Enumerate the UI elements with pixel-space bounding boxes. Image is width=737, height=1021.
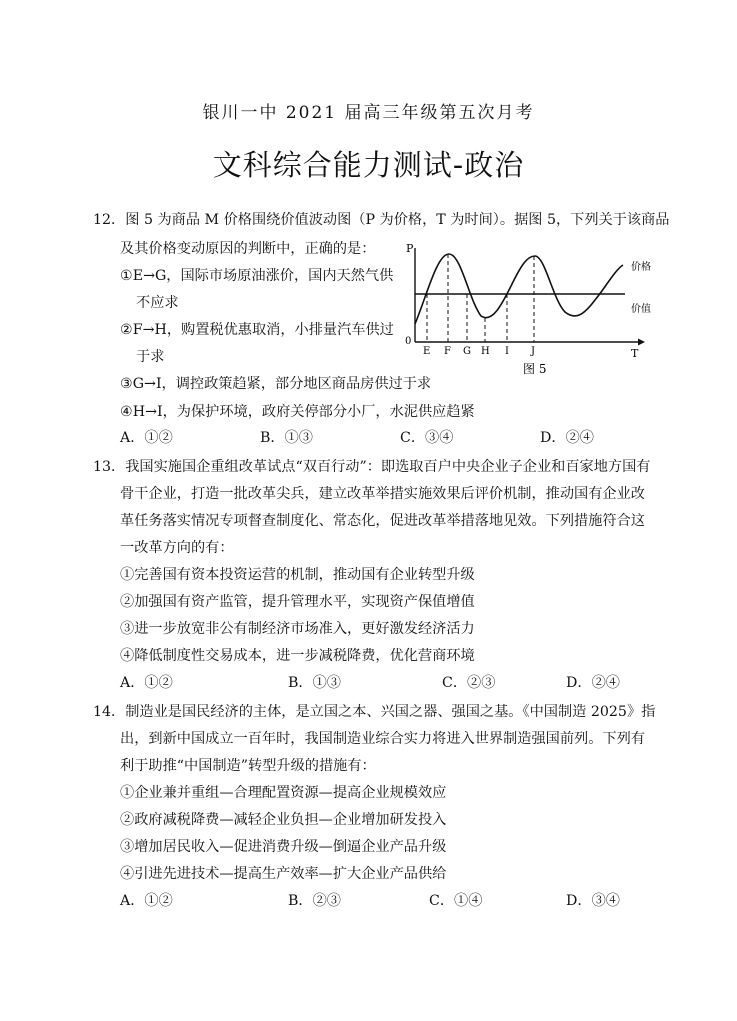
figure-caption: 图 5 <box>523 362 547 376</box>
q12-option-2: ②F→H，购置税优惠取消，小排量汽车供过 <box>120 322 394 338</box>
q14-option-2: ②政府减税降费—减轻企业负担—企业增加研发投入 <box>120 812 447 828</box>
choice-d[interactable]: D．②④ <box>566 675 620 691</box>
q12-option-2-cont: 于求 <box>136 349 165 365</box>
tick-guides <box>427 254 534 342</box>
choice-a[interactable]: A．①② <box>120 675 173 691</box>
value-label: 价值 <box>631 304 651 315</box>
choice-c[interactable]: C．①④ <box>429 893 483 909</box>
tick-e: E <box>423 346 431 357</box>
exam-title: 文科综合能力测试-政治 <box>212 148 525 182</box>
q13-line: 革任务落实情况专项督查制度化、常态化，促进改革举措落地见效。下列措施符合这 <box>120 513 645 529</box>
choice-b[interactable]: B．②③ <box>288 893 341 909</box>
q12-option-4: ④H→I，为保护环境，政府关停部分小厂，水泥供应趋紧 <box>120 404 475 420</box>
q14-line: 出，到新中国成立一百年时，我国制造业综合实力将进入世界制造强国前列。下列有 <box>120 731 645 747</box>
q12-option-1-cont: 不应求 <box>136 295 179 311</box>
tick-f: F <box>444 346 451 357</box>
choice-c[interactable]: C．②③ <box>442 675 496 691</box>
choice-a[interactable]: A．①② <box>120 430 173 446</box>
q13-option-4: ④降低制度性交易成本，进一步减税降费，优化营商环境 <box>120 648 475 664</box>
tick-i: I <box>505 346 509 357</box>
choice-d[interactable]: D．③④ <box>566 893 620 909</box>
q14-line: 利于助推“中国制造”转型升级的措施有： <box>120 758 376 774</box>
q13-option-2: ②加强国有资产监管，提升管理水平，实现资产保值增值 <box>120 594 475 610</box>
q12-stem-line: 12．图 5 为商品 M 价格围绕价值波动图（P 为价格，T 为时间）。据图 5，下列关于该商品 <box>93 212 670 228</box>
q13-line: 一改革方向的有： <box>120 540 234 556</box>
q12-option-1: ①E→G，国际市场原油涨价，国内天然气供 <box>120 268 394 284</box>
q14-line: 14．制造业是国民经济的主体，是立国之本、兴国之器、强国之基。《中国制造 2025》指 <box>93 704 656 720</box>
q13-option-1: ①完善国有资本投资运营的机制，推动国有企业转型升级 <box>120 567 475 583</box>
tick-h: H <box>481 346 490 357</box>
q14-option-1: ①企业兼并重组—合理配置资源—提高企业规模效应 <box>120 785 447 801</box>
origin-label: 0 <box>405 336 412 347</box>
choice-c[interactable]: C．③④ <box>400 430 454 446</box>
q14-option-4: ④引进先进技术—提高生产效率—扩大企业产品供给 <box>120 866 447 882</box>
q13-line: 13．我国实施国企重组改革试点“双百行动”：即选取百户中央企业子企业和百家地方国有 <box>93 459 651 475</box>
choice-a[interactable]: A．①② <box>120 893 173 909</box>
tick-j: J <box>531 346 536 357</box>
t-axis-arrow <box>638 339 645 346</box>
p-axis-label: P <box>406 242 414 255</box>
q13-line: 骨干企业，打造一批改革尖兵，建立改革举措实施效果后评价机制，推动国有企业改 <box>120 486 645 502</box>
price-curve <box>415 254 623 324</box>
q13-option-3: ③进一步放宽非公有制经济市场准入，更好激发经济活力 <box>120 621 475 637</box>
q12-option-3: ③G→I，调控政策趋紧，部分地区商品房供过于求 <box>120 376 432 392</box>
tick-g: G <box>463 346 471 357</box>
price-value-figure <box>403 240 665 380</box>
choice-b[interactable]: B．①③ <box>260 430 313 446</box>
q12-stem-line: 及其价格变动原因的判断中，正确的是： <box>120 241 376 257</box>
price-label: 价格 <box>631 262 651 273</box>
exam-header: 银川一中 2021 届高三年级第五次月考 <box>202 103 535 123</box>
t-axis-label: T <box>631 347 639 360</box>
choice-b[interactable]: B．①③ <box>288 675 341 691</box>
q14-option-3: ③增加居民收入—促进消费升级—倒逼企业产品升级 <box>120 839 447 855</box>
choice-d[interactable]: D．②④ <box>540 430 594 446</box>
